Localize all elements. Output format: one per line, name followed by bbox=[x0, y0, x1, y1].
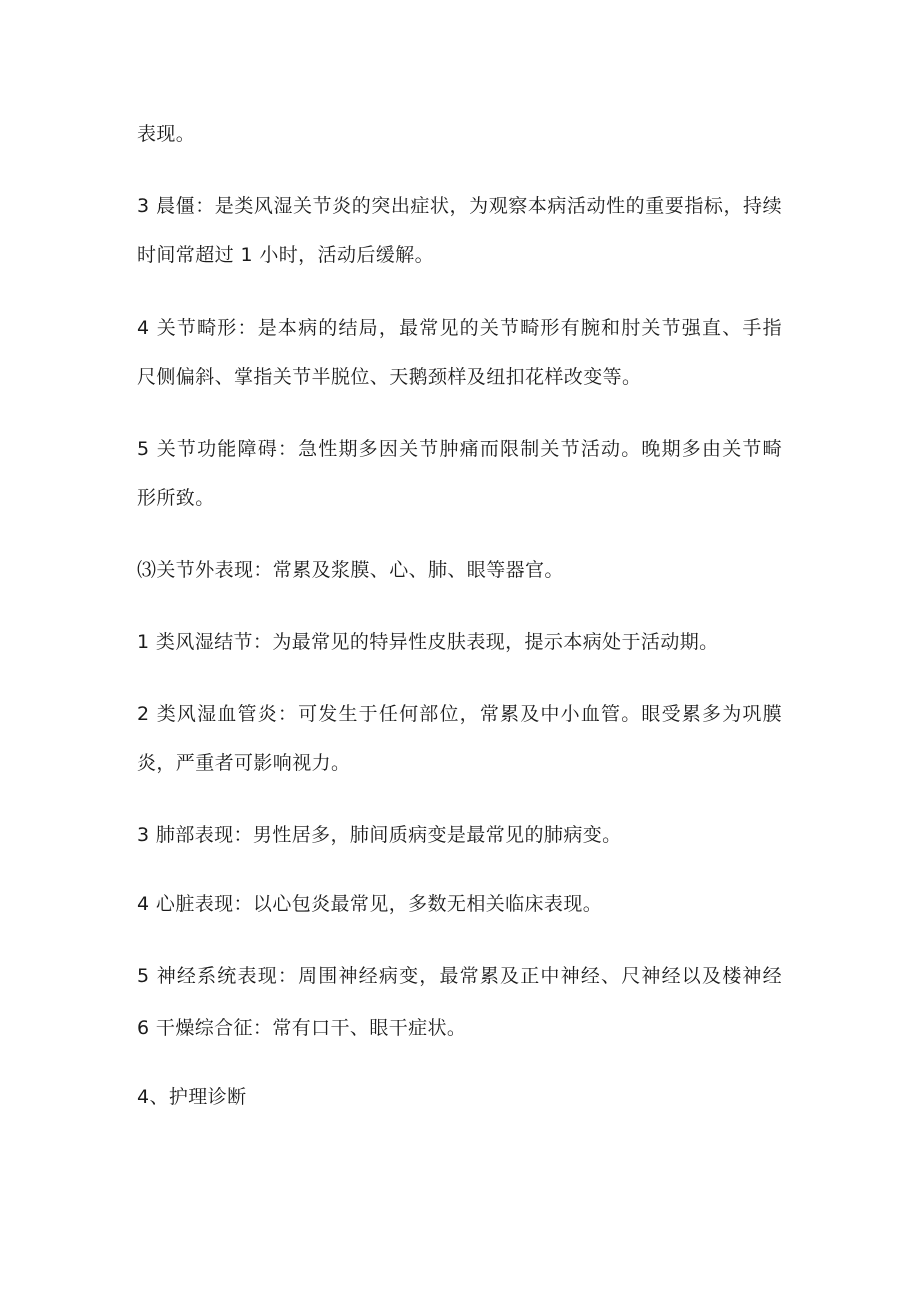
text-line: 6 干燥综合征：常有口干、眼干症状。 bbox=[137, 1017, 467, 1039]
text-line: 炎，严重者可影响视力。 bbox=[137, 752, 351, 774]
text-line: 形所致。 bbox=[137, 487, 215, 509]
text-line: 2 类风湿血管炎：可发生于任何部位，常累及中小血管。眼受累多为巩膜 bbox=[137, 703, 782, 725]
section-heading: 4、护理诊断 bbox=[137, 1086, 247, 1108]
text-line: 4 关节畸形：是本病的结局，最常见的关节畸形有腕和肘关节强直、手指 bbox=[137, 317, 782, 339]
text-line: 时间常超过 1 小时，活动后缓解。 bbox=[137, 244, 434, 266]
text-line: 5 关节功能障碍：急性期多因关节肿痛而限制关节活动。晚期多由关节畸 bbox=[137, 438, 782, 460]
section-heading: ⑶关节外表现：常累及浆膜、心、肺、眼等器官。 bbox=[137, 559, 564, 581]
text-line: 4 心脏表现：以心包炎最常见，多数无相关临床表现。 bbox=[137, 893, 603, 915]
text-line: 3 肺部表现：男性居多，肺间质病变是最常见的肺病变。 bbox=[137, 824, 622, 846]
text-line: 1 类风湿结节：为最常见的特异性皮肤表现，提示本病处于活动期。 bbox=[137, 631, 719, 653]
text-line: 尺侧偏斜、掌指关节半脱位、天鹅颈样及纽扣花样改变等。 bbox=[137, 366, 642, 388]
text-line: 表现。 bbox=[137, 123, 196, 145]
text-line: 3 晨僵：是类风湿关节炎的突出症状，为观察本病活动性的重要指标，持续 bbox=[137, 195, 782, 217]
text-line: 5 神经系统表现：周围神经病变，最常累及正中神经、尺神经以及楼神经 bbox=[137, 965, 782, 987]
